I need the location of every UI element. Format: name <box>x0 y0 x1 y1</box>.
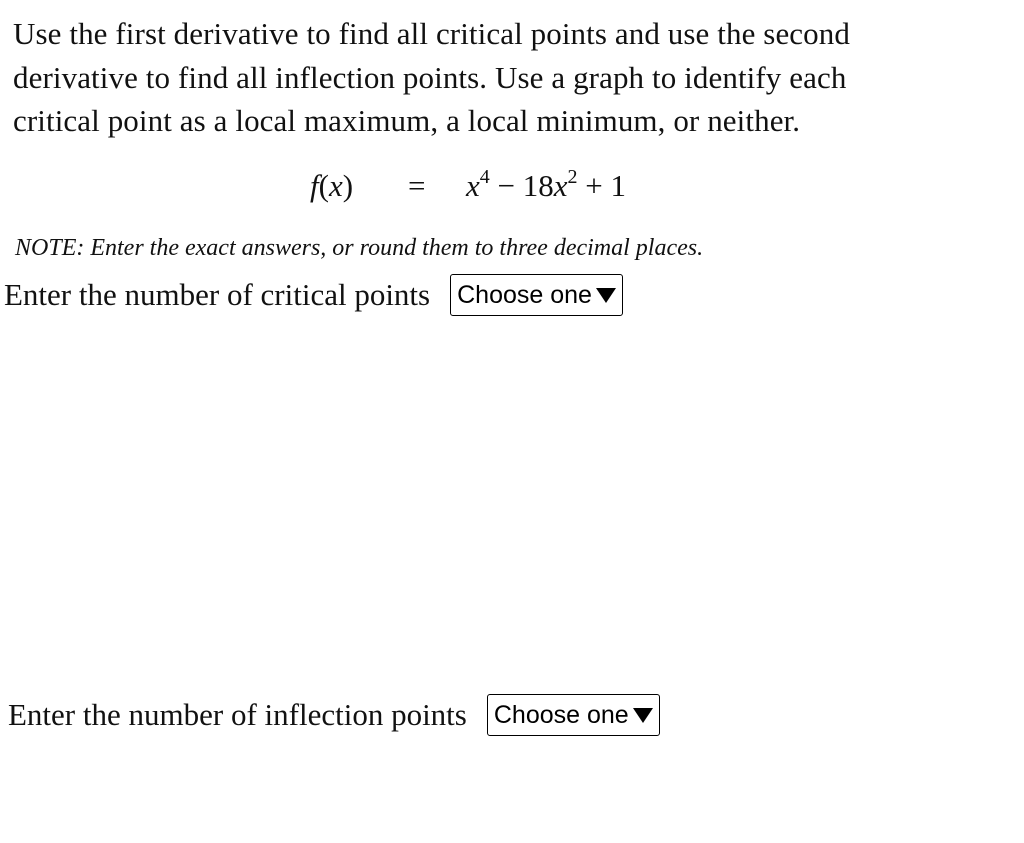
function-variable: x <box>328 168 343 203</box>
inflection-points-select[interactable] <box>487 694 660 736</box>
critical-points-label: Enter the number of critical points <box>4 277 431 312</box>
equation-lhs <box>310 168 353 204</box>
term1-exponent: 4 <box>479 166 490 188</box>
dropdown-arrow-icon <box>596 288 616 303</box>
constant-term: + 1 <box>577 168 626 203</box>
critical-points-select[interactable] <box>450 274 623 316</box>
problem-line: Use the first derivative to find all critical points and use the second <box>13 16 850 51</box>
critical-points-row <box>4 274 623 316</box>
dropdown-arrow-icon <box>633 708 653 723</box>
term2-variable: x <box>553 168 568 203</box>
inflection-points-label: Enter the number of inflection points <box>8 697 467 732</box>
problem-line: derivative to find all inflection points. Use a graph to identify each <box>13 59 847 95</box>
term1-variable: x <box>466 168 480 203</box>
problem-line: critical point as a local maximum, a local minimum, or neither. <box>13 103 801 138</box>
open-paren: ( <box>318 168 329 203</box>
term2-exponent: 2 <box>567 166 578 188</box>
term2-operator: − 18 <box>489 168 554 203</box>
close-paren: ) <box>342 168 354 203</box>
critical-points-select-value: Choose one <box>457 280 592 309</box>
function-name: f <box>310 168 319 203</box>
rounding-note: NOTE: Enter the exact answers, or round them to three decimal places. <box>15 235 704 261</box>
function-equation <box>0 166 1024 210</box>
equation-rhs <box>466 168 626 204</box>
equals-sign: = <box>408 168 426 203</box>
problem-statement <box>13 12 1013 143</box>
inflection-points-select-value: Choose one <box>493 700 629 729</box>
inflection-points-row <box>8 694 660 736</box>
